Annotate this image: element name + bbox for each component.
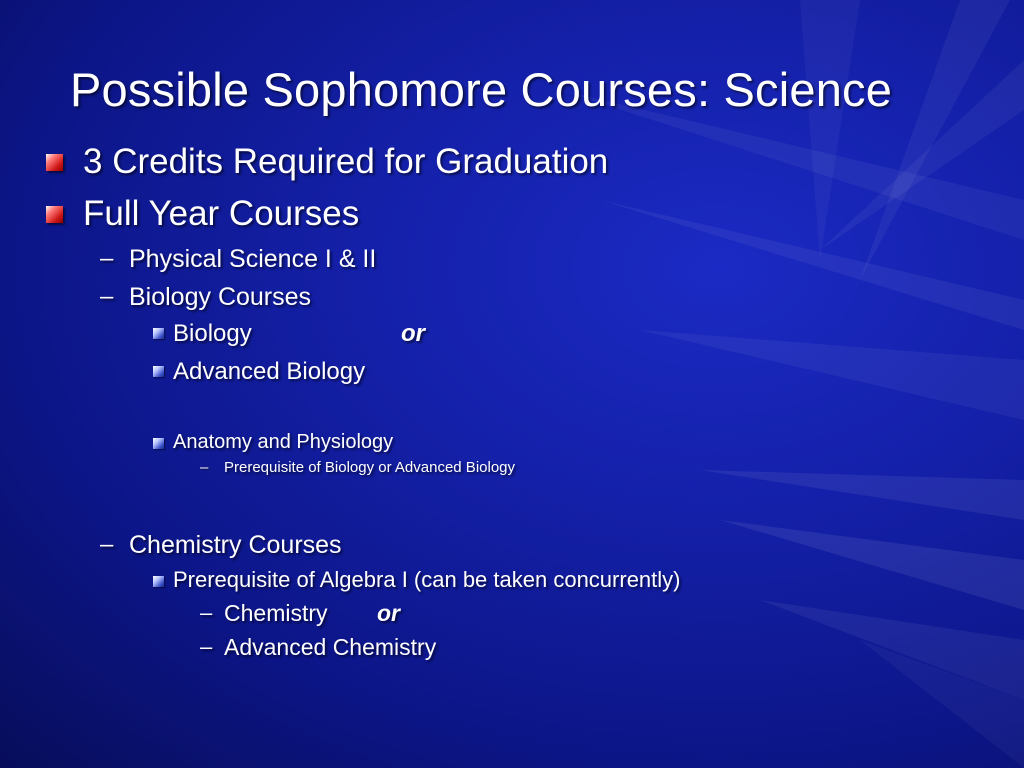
item-biology-courses: Biology Courses bbox=[129, 283, 312, 311]
dash-marker: – bbox=[100, 245, 114, 272]
item-chemistry: Chemistry bbox=[224, 600, 328, 626]
blue-square-bullet-icon bbox=[153, 438, 164, 449]
item-advanced-chemistry: Advanced Chemistry bbox=[224, 634, 437, 660]
item-advanced-biology: Advanced Biology bbox=[173, 358, 366, 385]
item-anatomy-physiology: Anatomy and Physiology bbox=[173, 431, 394, 453]
dash-marker: – bbox=[100, 531, 114, 558]
item-biology: Biology bbox=[173, 320, 252, 347]
item-physical-science: Physical Science I & II bbox=[129, 245, 377, 273]
item-anatomy-prereq: Prerequisite of Biology or Advanced Biology bbox=[224, 459, 516, 476]
dash-marker: – bbox=[200, 600, 213, 625]
or-label: or bbox=[377, 600, 400, 626]
blue-square-bullet-icon bbox=[153, 328, 164, 339]
dash-marker: – bbox=[100, 283, 114, 310]
item-chemistry-courses: Chemistry Courses bbox=[129, 531, 342, 559]
slide-title: Possible Sophomore Courses: Science bbox=[70, 63, 893, 116]
dash-marker: – bbox=[200, 634, 213, 659]
red-square-bullet-icon bbox=[46, 206, 63, 223]
bullet-full-year: Full Year Courses bbox=[83, 194, 360, 233]
dash-marker: – bbox=[200, 459, 209, 476]
bullet-credits: 3 Credits Required for Graduation bbox=[83, 142, 609, 181]
red-square-bullet-icon bbox=[46, 154, 63, 171]
item-chemistry-prereq: Prerequisite of Algebra I (can be taken concurrently) bbox=[173, 567, 681, 592]
or-label: or bbox=[401, 320, 425, 347]
blue-square-bullet-icon bbox=[153, 576, 164, 587]
blue-square-bullet-icon bbox=[153, 366, 164, 377]
